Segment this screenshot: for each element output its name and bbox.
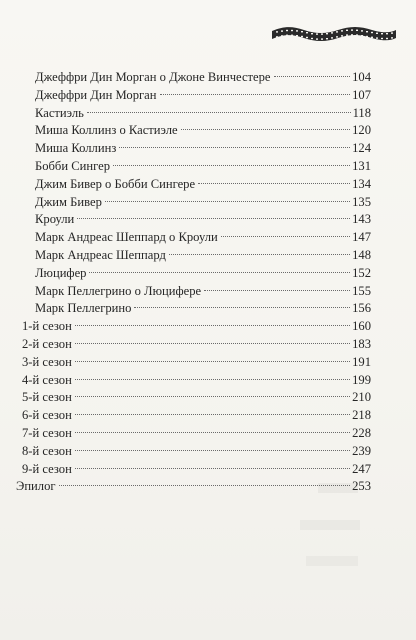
toc-entry-title: Миша Коллинз о Кастиэле xyxy=(35,123,178,138)
toc-entry xyxy=(22,460,371,478)
film-strip-icon xyxy=(270,22,398,44)
toc-entry xyxy=(35,210,371,228)
toc-entry-page: 134 xyxy=(352,176,371,191)
toc-entry xyxy=(22,424,371,442)
dot-leader xyxy=(134,307,350,308)
dot-leader xyxy=(75,414,350,415)
toc-entry xyxy=(22,406,371,424)
bleed-through-mark xyxy=(300,520,360,530)
toc-entry xyxy=(22,442,371,460)
dot-leader xyxy=(105,201,350,202)
dot-leader xyxy=(89,272,350,273)
toc-entry-title: Люцифер xyxy=(35,265,87,280)
dot-leader xyxy=(160,94,351,95)
dot-leader xyxy=(181,129,351,130)
toc-entry-title: 5-й сезон xyxy=(22,390,72,405)
dot-leader xyxy=(75,450,350,451)
toc-entry-page: 155 xyxy=(352,283,371,298)
toc-entry xyxy=(22,317,371,335)
dot-leader xyxy=(75,379,350,380)
toc-entry xyxy=(35,104,371,122)
toc-entry-title: 6-й сезон xyxy=(22,408,72,423)
toc-entry-title: 4-й сезон xyxy=(22,372,72,387)
toc-entry-title: 2-й сезон xyxy=(22,337,72,351)
toc-entry-title: 8-й сезон xyxy=(22,443,72,458)
toc-entry-page: 131 xyxy=(352,159,371,173)
toc-entry-page: 156 xyxy=(352,301,371,316)
toc-entry-page: 148 xyxy=(352,248,371,262)
toc-entry-page: 152 xyxy=(352,265,371,280)
toc-entry-title: Джеффри Дин Морган о Джоне Винчестере xyxy=(35,70,271,84)
toc-entry-title: Бобби Сингер xyxy=(35,159,110,173)
dot-leader xyxy=(75,343,350,344)
dot-leader xyxy=(75,396,350,397)
toc-entry xyxy=(35,193,371,211)
toc-entry xyxy=(35,68,371,86)
toc-entry-title: 9-й сезон xyxy=(22,461,72,476)
toc-entry-page: 199 xyxy=(352,372,371,387)
dot-leader xyxy=(221,236,350,237)
toc-entry-page: 120 xyxy=(352,123,371,138)
toc-entry xyxy=(35,175,371,193)
toc-entry xyxy=(22,388,371,406)
toc-entry-title: Марк Пеллегрино о Люцифере xyxy=(35,283,202,298)
toc-entry xyxy=(35,228,371,246)
toc-entry-page: 143 xyxy=(352,212,371,227)
toc-entry-page: 247 xyxy=(352,461,371,476)
toc-entry-title: Джим Бивер xyxy=(35,194,102,209)
toc-entry-page: 253 xyxy=(352,479,371,494)
dot-leader xyxy=(75,432,350,433)
dot-leader xyxy=(75,468,350,469)
toc-entry xyxy=(22,335,371,353)
toc-entry-title: Эпилог xyxy=(16,479,56,494)
toc-entry-title: Кроули xyxy=(35,212,75,227)
toc-entry-page: 135 xyxy=(352,194,371,209)
toc-entry-page: 124 xyxy=(352,141,371,156)
dot-leader xyxy=(75,325,350,326)
dot-leader xyxy=(87,112,351,113)
toc-entry-page: 147 xyxy=(352,230,371,245)
dot-leader xyxy=(169,254,350,255)
toc-entry-title: Марк Андреас Шеппард xyxy=(35,248,166,262)
toc-entry-page: 104 xyxy=(352,70,371,84)
toc-entry-page: 218 xyxy=(352,408,371,423)
toc-entry xyxy=(22,371,371,389)
toc-entry-title: Кастиэль xyxy=(35,105,84,120)
toc-entry-page: 191 xyxy=(352,354,371,369)
toc-entry-title: Марк Андреас Шеппард о Кроули xyxy=(35,230,218,245)
dot-leader xyxy=(113,165,350,166)
toc-entry-page: 239 xyxy=(352,443,371,458)
toc-entry-title: Марк Пеллегрино xyxy=(35,301,132,316)
toc-entry xyxy=(35,246,371,264)
toc-entry xyxy=(22,353,371,371)
toc-entry xyxy=(35,264,371,282)
toc-entry-page: 118 xyxy=(352,105,371,120)
dot-leader xyxy=(75,361,350,362)
toc-entry-page: 210 xyxy=(352,390,371,405)
toc-entry xyxy=(35,121,371,139)
bleed-through-mark xyxy=(306,556,358,566)
dot-leader xyxy=(274,76,351,77)
toc-entry-page: 107 xyxy=(352,87,371,102)
toc-entry-page: 228 xyxy=(352,426,371,440)
dot-leader xyxy=(198,183,350,184)
bleed-through-mark xyxy=(318,483,358,493)
toc-entry-title: Джеффри Дин Морган xyxy=(35,87,157,102)
toc-entry xyxy=(35,282,371,300)
toc-entry xyxy=(35,86,371,104)
toc-entry-title: 1-й сезон xyxy=(22,319,72,334)
toc-entry xyxy=(35,299,371,317)
toc-entry xyxy=(35,139,371,157)
toc-entry-title: 3-й сезон xyxy=(22,354,72,369)
dot-leader xyxy=(204,290,350,291)
dot-leader xyxy=(77,218,350,219)
dot-leader xyxy=(119,147,350,148)
toc-entry-page: 183 xyxy=(352,337,371,351)
toc-entry-title: Джим Бивер о Бобби Сингере xyxy=(35,176,196,191)
toc-entry-page: 160 xyxy=(352,319,371,334)
toc-entry xyxy=(35,157,371,175)
dot-leader xyxy=(59,485,351,486)
toc-entry-title: 7-й сезон xyxy=(22,426,72,440)
toc-entry-title: Миша Коллинз xyxy=(35,141,117,156)
